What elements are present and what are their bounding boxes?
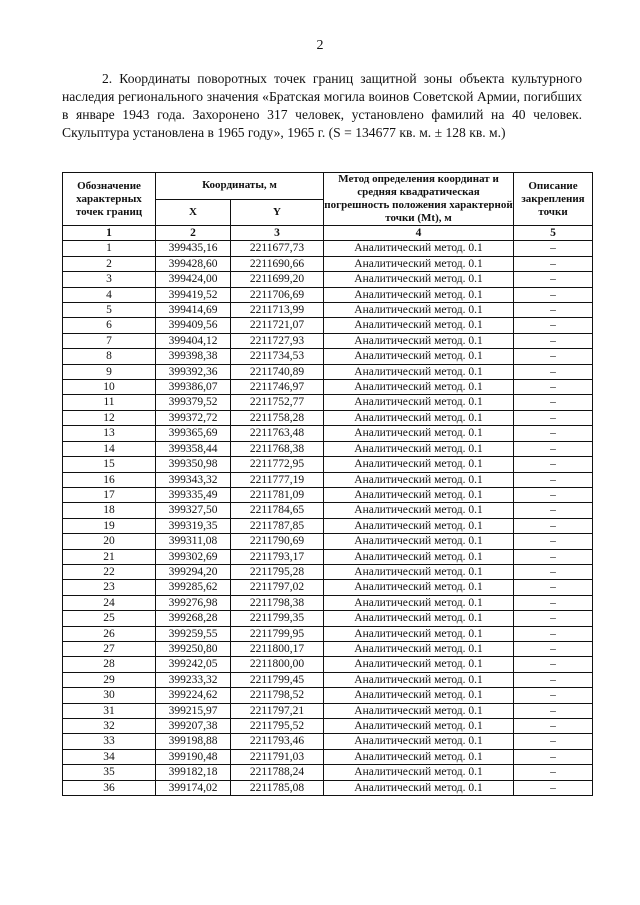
description-cell: – <box>514 472 593 487</box>
table-row <box>63 256 593 271</box>
point-number-cell: 23 <box>63 580 156 595</box>
x-coordinate-cell: 399319,35 <box>156 518 231 533</box>
point-number-cell: 5 <box>63 303 156 318</box>
x-coordinate-cell: 399419,52 <box>156 287 231 302</box>
x-coordinate-cell: 399386,07 <box>156 380 231 395</box>
method-cell: Аналитический метод. 0.1 <box>324 333 514 348</box>
y-coordinate-cell: 2211797,02 <box>231 580 324 595</box>
method-cell: Аналитический метод. 0.1 <box>324 349 514 364</box>
column-number: 3 <box>231 226 324 241</box>
point-number-cell: 7 <box>63 333 156 348</box>
x-coordinate-cell: 399424,00 <box>156 272 231 287</box>
x-coordinate-cell: 399190,48 <box>156 749 231 764</box>
description-cell: – <box>514 626 593 641</box>
point-number-cell: 9 <box>63 364 156 379</box>
x-coordinate-cell: 399379,52 <box>156 395 231 410</box>
y-coordinate-cell: 2211790,69 <box>231 534 324 549</box>
x-coordinate-cell: 399414,69 <box>156 303 231 318</box>
y-coordinate-cell: 2211797,21 <box>231 703 324 718</box>
method-cell: Аналитический метод. 0.1 <box>324 549 514 564</box>
point-number-cell: 1 <box>63 241 156 256</box>
method-cell: Аналитический метод. 0.1 <box>324 626 514 641</box>
method-cell: Аналитический метод. 0.1 <box>324 426 514 441</box>
y-coordinate-cell: 2211793,17 <box>231 549 324 564</box>
description-cell: – <box>514 518 593 533</box>
table-row <box>63 380 593 395</box>
y-coordinate-cell: 2211706,69 <box>231 287 324 302</box>
description-cell: – <box>514 410 593 425</box>
column-number: 2 <box>156 226 231 241</box>
x-coordinate-cell: 399215,97 <box>156 703 231 718</box>
column-number: 5 <box>514 226 593 241</box>
method-cell: Аналитический метод. 0.1 <box>324 611 514 626</box>
description-cell: – <box>514 441 593 456</box>
method-cell: Аналитический метод. 0.1 <box>324 318 514 333</box>
method-cell: Аналитический метод. 0.1 <box>324 364 514 379</box>
y-coordinate-cell: 2211798,52 <box>231 688 324 703</box>
x-coordinate-cell: 399259,55 <box>156 626 231 641</box>
y-coordinate-cell: 2211795,28 <box>231 564 324 579</box>
point-number-cell: 36 <box>63 780 156 795</box>
description-cell: – <box>514 380 593 395</box>
point-number-cell: 2 <box>63 256 156 271</box>
table-row <box>63 703 593 718</box>
method-cell: Аналитический метод. 0.1 <box>324 303 514 318</box>
point-number-cell: 19 <box>63 518 156 533</box>
point-number-cell: 18 <box>63 503 156 518</box>
x-coordinate-cell: 399428,60 <box>156 256 231 271</box>
method-cell: Аналитический метод. 0.1 <box>324 734 514 749</box>
table-row <box>63 472 593 487</box>
point-number-cell: 29 <box>63 672 156 687</box>
description-cell: – <box>514 641 593 656</box>
x-coordinate-cell: 399350,98 <box>156 457 231 472</box>
table-row <box>63 672 593 687</box>
y-coordinate-cell: 2211795,52 <box>231 719 324 734</box>
point-number-cell: 6 <box>63 318 156 333</box>
method-cell: Аналитический метод. 0.1 <box>324 719 514 734</box>
table-row <box>63 719 593 734</box>
point-number-cell: 27 <box>63 641 156 656</box>
y-coordinate-cell: 2211800,00 <box>231 657 324 672</box>
column-number: 4 <box>324 226 514 241</box>
table-row <box>63 441 593 456</box>
x-coordinate-cell: 399276,98 <box>156 595 231 610</box>
x-coordinate-cell: 399294,20 <box>156 564 231 579</box>
y-coordinate-cell: 2211793,46 <box>231 734 324 749</box>
point-number-cell: 34 <box>63 749 156 764</box>
table-row <box>63 549 593 564</box>
method-cell: Аналитический метод. 0.1 <box>324 780 514 795</box>
y-coordinate-cell: 2211690,66 <box>231 256 324 271</box>
point-number-cell: 33 <box>63 734 156 749</box>
y-coordinate-cell: 2211740,89 <box>231 364 324 379</box>
intro-paragraph <box>62 70 582 142</box>
intro-text: 2. Координаты поворотных точек границ защитной зоны объекта культурного наследия регионального значения «Братская могила воинов Советской Армии, погибших в январе 1943 года. Захоронено 317 человек, установлено фамилий на 40 человек. Скульптура установлена в 1965 году», 1965 г. (S = 134677 кв. м. ± 128 кв. м.) <box>62 71 582 140</box>
point-number-cell: 20 <box>63 534 156 549</box>
x-coordinate-cell: 399404,12 <box>156 333 231 348</box>
point-number-cell: 3 <box>63 272 156 287</box>
table-row <box>63 765 593 780</box>
point-number-cell: 11 <box>63 395 156 410</box>
x-coordinate-cell: 399268,28 <box>156 611 231 626</box>
description-cell: – <box>514 703 593 718</box>
point-number-cell: 35 <box>63 765 156 780</box>
point-number-cell: 31 <box>63 703 156 718</box>
table-row <box>63 272 593 287</box>
description-cell: – <box>514 611 593 626</box>
method-cell: Аналитический метод. 0.1 <box>324 703 514 718</box>
method-cell: Аналитический метод. 0.1 <box>324 241 514 256</box>
coordinates-table <box>62 172 593 796</box>
y-coordinate-cell: 2211799,45 <box>231 672 324 687</box>
table-row <box>63 287 593 302</box>
table-body <box>63 226 593 796</box>
y-coordinate-cell: 2211763,48 <box>231 426 324 441</box>
y-coordinate-cell: 2211798,38 <box>231 595 324 610</box>
method-cell: Аналитический метод. 0.1 <box>324 672 514 687</box>
y-coordinate-cell: 2211752,77 <box>231 395 324 410</box>
description-cell: – <box>514 765 593 780</box>
description-cell: – <box>514 534 593 549</box>
header-points: Обозначение характерных точек границ <box>63 173 156 226</box>
y-coordinate-cell: 2211772,95 <box>231 457 324 472</box>
method-cell: Аналитический метод. 0.1 <box>324 641 514 656</box>
table-row <box>63 457 593 472</box>
x-coordinate-cell: 399182,18 <box>156 765 231 780</box>
table-row <box>63 518 593 533</box>
y-coordinate-cell: 2211758,28 <box>231 410 324 425</box>
point-number-cell: 30 <box>63 688 156 703</box>
y-coordinate-cell: 2211785,08 <box>231 780 324 795</box>
method-cell: Аналитический метод. 0.1 <box>324 580 514 595</box>
point-number-cell: 22 <box>63 564 156 579</box>
method-cell: Аналитический метод. 0.1 <box>324 256 514 271</box>
x-coordinate-cell: 399365,69 <box>156 426 231 441</box>
description-cell: – <box>514 549 593 564</box>
description-cell: – <box>514 303 593 318</box>
table-row <box>63 333 593 348</box>
table-row <box>63 749 593 764</box>
x-coordinate-cell: 399207,38 <box>156 719 231 734</box>
point-number-cell: 32 <box>63 719 156 734</box>
method-cell: Аналитический метод. 0.1 <box>324 749 514 764</box>
point-number-cell: 21 <box>63 549 156 564</box>
description-cell: – <box>514 657 593 672</box>
description-cell: – <box>514 503 593 518</box>
table-row <box>63 626 593 641</box>
y-coordinate-cell: 2211787,85 <box>231 518 324 533</box>
y-coordinate-cell: 2211788,24 <box>231 765 324 780</box>
method-cell: Аналитический метод. 0.1 <box>324 595 514 610</box>
method-cell: Аналитический метод. 0.1 <box>324 688 514 703</box>
x-coordinate-cell: 399358,44 <box>156 441 231 456</box>
x-coordinate-cell: 399174,02 <box>156 780 231 795</box>
x-coordinate-cell: 399250,80 <box>156 641 231 656</box>
x-coordinate-cell: 399392,36 <box>156 364 231 379</box>
header-x: X <box>156 199 231 226</box>
method-cell: Аналитический метод. 0.1 <box>324 380 514 395</box>
description-cell: – <box>514 749 593 764</box>
point-number-cell: 8 <box>63 349 156 364</box>
table-row <box>63 688 593 703</box>
y-coordinate-cell: 2211734,53 <box>231 349 324 364</box>
description-cell: – <box>514 318 593 333</box>
table-row <box>63 410 593 425</box>
x-coordinate-cell: 399302,69 <box>156 549 231 564</box>
y-coordinate-cell: 2211781,09 <box>231 487 324 502</box>
method-cell: Аналитический метод. 0.1 <box>324 657 514 672</box>
point-number-cell: 10 <box>63 380 156 395</box>
method-cell: Аналитический метод. 0.1 <box>324 765 514 780</box>
table-row <box>63 534 593 549</box>
point-number-cell: 4 <box>63 287 156 302</box>
description-cell: – <box>514 672 593 687</box>
table-row <box>63 364 593 379</box>
y-coordinate-cell: 2211800,17 <box>231 641 324 656</box>
description-cell: – <box>514 241 593 256</box>
description-cell: – <box>514 426 593 441</box>
x-coordinate-cell: 399409,56 <box>156 318 231 333</box>
x-coordinate-cell: 399343,32 <box>156 472 231 487</box>
table-header <box>63 173 593 226</box>
table-row <box>63 503 593 518</box>
description-cell: – <box>514 487 593 502</box>
header-method: Метод определения координат и средняя квадратическая погрешность положения характерной точки (Mt), м <box>324 173 513 224</box>
x-coordinate-cell: 399435,16 <box>156 241 231 256</box>
header-description: Описание закрепления точки <box>514 173 593 226</box>
x-coordinate-cell: 399198,88 <box>156 734 231 749</box>
method-cell: Аналитический метод. 0.1 <box>324 457 514 472</box>
method-cell: Аналитический метод. 0.1 <box>324 534 514 549</box>
method-cell: Аналитический метод. 0.1 <box>324 564 514 579</box>
description-cell: – <box>514 780 593 795</box>
table-row <box>63 318 593 333</box>
point-number-cell: 12 <box>63 410 156 425</box>
y-coordinate-cell: 2211699,20 <box>231 272 324 287</box>
table-row <box>63 734 593 749</box>
table-row <box>63 780 593 795</box>
point-number-cell: 17 <box>63 487 156 502</box>
x-coordinate-cell: 399233,32 <box>156 672 231 687</box>
point-number-cell: 16 <box>63 472 156 487</box>
table-row <box>63 595 593 610</box>
method-cell: Аналитический метод. 0.1 <box>324 518 514 533</box>
table-row <box>63 564 593 579</box>
description-cell: – <box>514 395 593 410</box>
x-coordinate-cell: 399372,72 <box>156 410 231 425</box>
column-number: 1 <box>63 226 156 241</box>
x-coordinate-cell: 399285,62 <box>156 580 231 595</box>
y-coordinate-cell: 2211784,65 <box>231 503 324 518</box>
y-coordinate-cell: 2211713,99 <box>231 303 324 318</box>
header-y: Y <box>231 199 324 226</box>
description-cell: – <box>514 595 593 610</box>
method-cell: Аналитический метод. 0.1 <box>324 472 514 487</box>
table-row <box>63 611 593 626</box>
description-cell: – <box>514 688 593 703</box>
method-cell: Аналитический метод. 0.1 <box>324 503 514 518</box>
y-coordinate-cell: 2211799,35 <box>231 611 324 626</box>
header-coordinates: Координаты, м <box>156 173 324 200</box>
y-coordinate-cell: 2211746,97 <box>231 380 324 395</box>
y-coordinate-cell: 2211777,19 <box>231 472 324 487</box>
table-row <box>63 641 593 656</box>
point-number-cell: 25 <box>63 611 156 626</box>
y-coordinate-cell: 2211768,38 <box>231 441 324 456</box>
description-cell: – <box>514 457 593 472</box>
table-row <box>63 241 593 256</box>
description-cell: – <box>514 564 593 579</box>
table-row <box>63 487 593 502</box>
description-cell: – <box>514 580 593 595</box>
point-number-cell: 26 <box>63 626 156 641</box>
description-cell: – <box>514 734 593 749</box>
y-coordinate-cell: 2211791,03 <box>231 749 324 764</box>
x-coordinate-cell: 399327,50 <box>156 503 231 518</box>
description-cell: – <box>514 287 593 302</box>
table-row <box>63 303 593 318</box>
description-cell: – <box>514 349 593 364</box>
x-coordinate-cell: 399335,49 <box>156 487 231 502</box>
description-cell: – <box>514 364 593 379</box>
table-row <box>63 426 593 441</box>
point-number-cell: 24 <box>63 595 156 610</box>
point-number-cell: 14 <box>63 441 156 456</box>
page-number: 2 <box>316 38 324 53</box>
point-number-cell: 28 <box>63 657 156 672</box>
method-cell: Аналитический метод. 0.1 <box>324 487 514 502</box>
y-coordinate-cell: 2211677,73 <box>231 241 324 256</box>
table-row <box>63 395 593 410</box>
table-row <box>63 657 593 672</box>
description-cell: – <box>514 333 593 348</box>
column-number-row <box>63 226 593 241</box>
method-cell: Аналитический метод. 0.1 <box>324 395 514 410</box>
y-coordinate-cell: 2211799,95 <box>231 626 324 641</box>
description-cell: – <box>514 272 593 287</box>
method-cell: Аналитический метод. 0.1 <box>324 272 514 287</box>
method-cell: Аналитический метод. 0.1 <box>324 287 514 302</box>
x-coordinate-cell: 399224,62 <box>156 688 231 703</box>
description-cell: – <box>514 256 593 271</box>
y-coordinate-cell: 2211721,07 <box>231 318 324 333</box>
y-coordinate-cell: 2211727,93 <box>231 333 324 348</box>
point-number-cell: 15 <box>63 457 156 472</box>
x-coordinate-cell: 399311,08 <box>156 534 231 549</box>
x-coordinate-cell: 399242,05 <box>156 657 231 672</box>
method-cell: Аналитический метод. 0.1 <box>324 410 514 425</box>
point-number-cell: 13 <box>63 426 156 441</box>
x-coordinate-cell: 399398,38 <box>156 349 231 364</box>
table-row <box>63 580 593 595</box>
table-row <box>63 349 593 364</box>
description-cell: – <box>514 719 593 734</box>
method-cell: Аналитический метод. 0.1 <box>324 441 514 456</box>
